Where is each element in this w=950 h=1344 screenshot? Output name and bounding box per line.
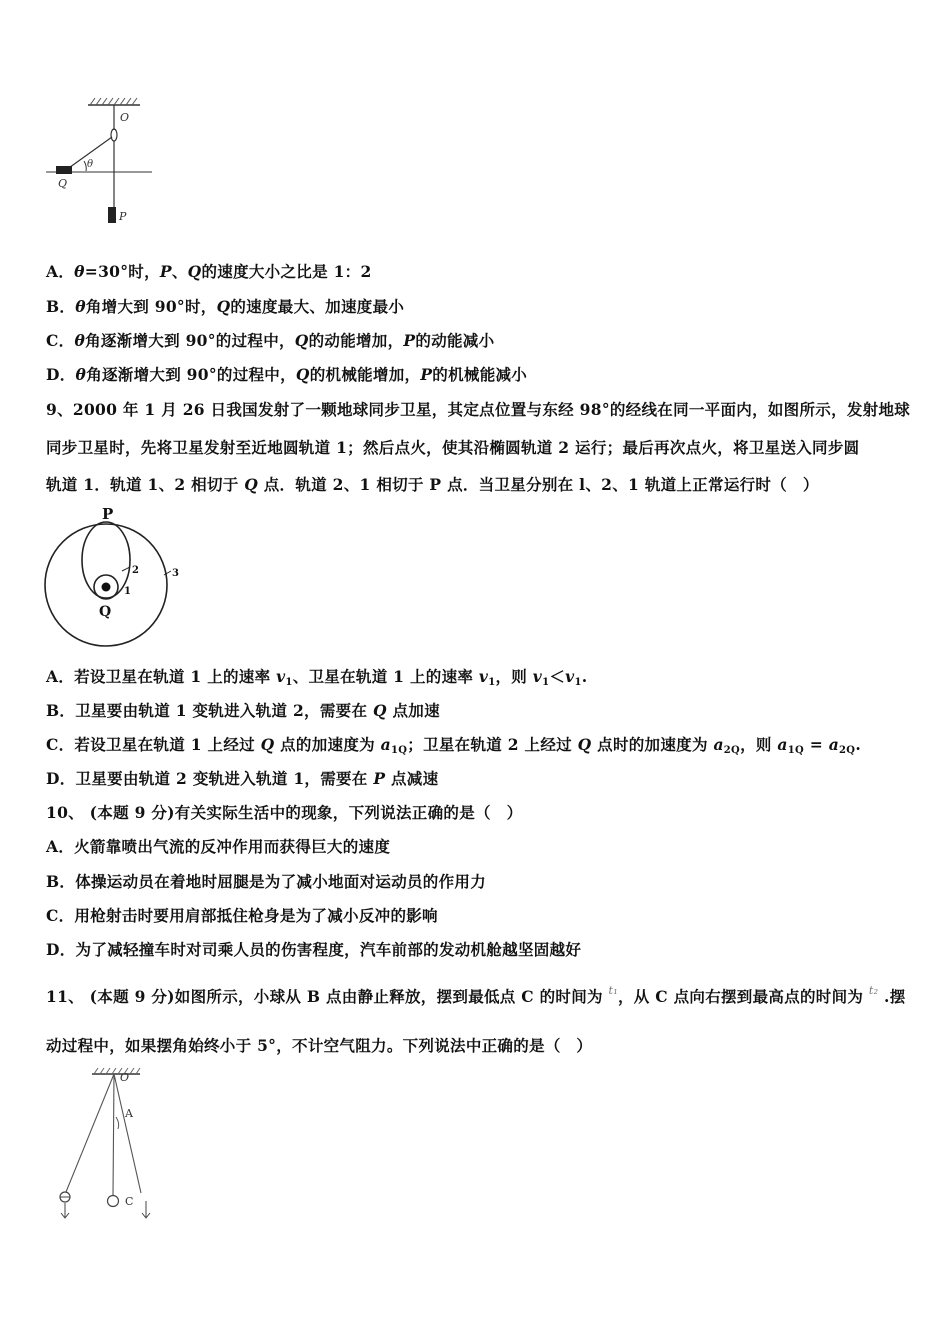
label-orbit-2: 2: [132, 565, 139, 576]
label-p-point: P: [102, 505, 114, 523]
t2-symbol: t₂: [868, 984, 879, 997]
orbit-diagram: [40, 503, 190, 653]
label-p: P: [119, 210, 127, 223]
q8-option-c: C．θ角逐渐增大到 90°的过程中，Q的动能增加，P的动能减小: [46, 331, 495, 350]
q9-stem-line-2: 同步卫星时，先将卫星发射至近地圆轨道 1；然后点火，使其沿椭圆轨道 2 运行；最后再次点火，将卫星送入同步圆: [46, 438, 860, 457]
q8-option-b: B．θ角增大到 90°时，Q的速度最大、加速度最小: [46, 297, 405, 316]
q9-stem-line-3: 轨道 1．轨道 1、2 相切于 Q 点．轨道 2、1 相切于 P 点．当卫星分别在 l、2、1 轨道上正常运行时（ ）: [46, 475, 819, 494]
q11-stem-line-1: 11、 (本题 9 分)如图所示，小球从 B 点由静止释放，摆到最低点 C 的时间为 $^{t_1}$，从 C 点向右摆到最高点的时间为 $^{t_2}$ .摆: [46, 984, 906, 1006]
q9-option-a: A．若设卫星在轨道 1 上的速率 $v_1$、卫星在轨道 1 上的速率 $v_1$，则 $v_1<v_1$.: [46, 667, 588, 688]
label-q: Q: [58, 177, 68, 190]
q9-stem-line-1: 9、2000 年 1 月 26 日我国发射了一颗地球同步卫星，其定点位置与东经 98°的经线在同一平面内，如图所示，发射地球: [46, 400, 911, 419]
q8-option-d: D．θ角逐渐增大到 90°的过程中，Q的机械能增加，P的机械能减小: [46, 365, 528, 384]
q8-option-a: A．θ=30°时，P、Q的速度大小之比是 1：2: [46, 262, 372, 281]
label-o-pivot: O: [120, 1071, 130, 1084]
q10-option-a: A．火箭靠喷出气流的反冲作用而获得巨大的速度: [46, 837, 391, 856]
label-q-point: Q: [99, 604, 112, 620]
q10-option-c: C．用枪射击时要用肩部抵住枪身是为了减小反冲的影响: [46, 906, 438, 925]
label-theta: θ: [87, 159, 94, 170]
label-o: O: [120, 111, 130, 124]
q10-stem: 10、 (本题 9 分)有关实际生活中的现象，下列说法正确的是（ ）: [46, 803, 523, 822]
label-orbit-3: 3: [172, 568, 179, 579]
pendulum-diagram: [40, 1065, 180, 1225]
q11-stem-line-2: 动过程中，如果摆角始终小于 5°，不计空气阻力。下列说法中正确的是（ ）: [46, 1036, 593, 1055]
pulley-diagram: [40, 95, 170, 230]
q10-option-d: D．为了减轻撞车时对司乘人员的伤害程度，汽车前部的发动机舱越坚固越好: [46, 940, 582, 959]
t1-symbol: t₁: [608, 984, 618, 997]
q9-option-d: D．卫星要由轨道 2 变轨进入轨道 1，需要在 P 点减速: [46, 769, 439, 788]
q9-option-c: C．若设卫星在轨道 1 上经过 Q 点的加速度为 $a_{1Q}$；卫星在轨道 2 上经过 Q 点时的加速度为 $a_{2Q}$，则 $a_{1Q} = a_{2Q}$.: [46, 735, 862, 756]
label-c: C: [125, 1195, 134, 1208]
q10-option-b: B．体操运动员在着地时屈腿是为了减小地面对运动员的作用力: [46, 872, 487, 891]
q9-option-b: B．卫星要由轨道 1 变轨进入轨道 2，需要在 Q 点加速: [46, 701, 440, 720]
label-orbit-1: 1: [124, 586, 131, 597]
label-a: A: [125, 1107, 133, 1120]
